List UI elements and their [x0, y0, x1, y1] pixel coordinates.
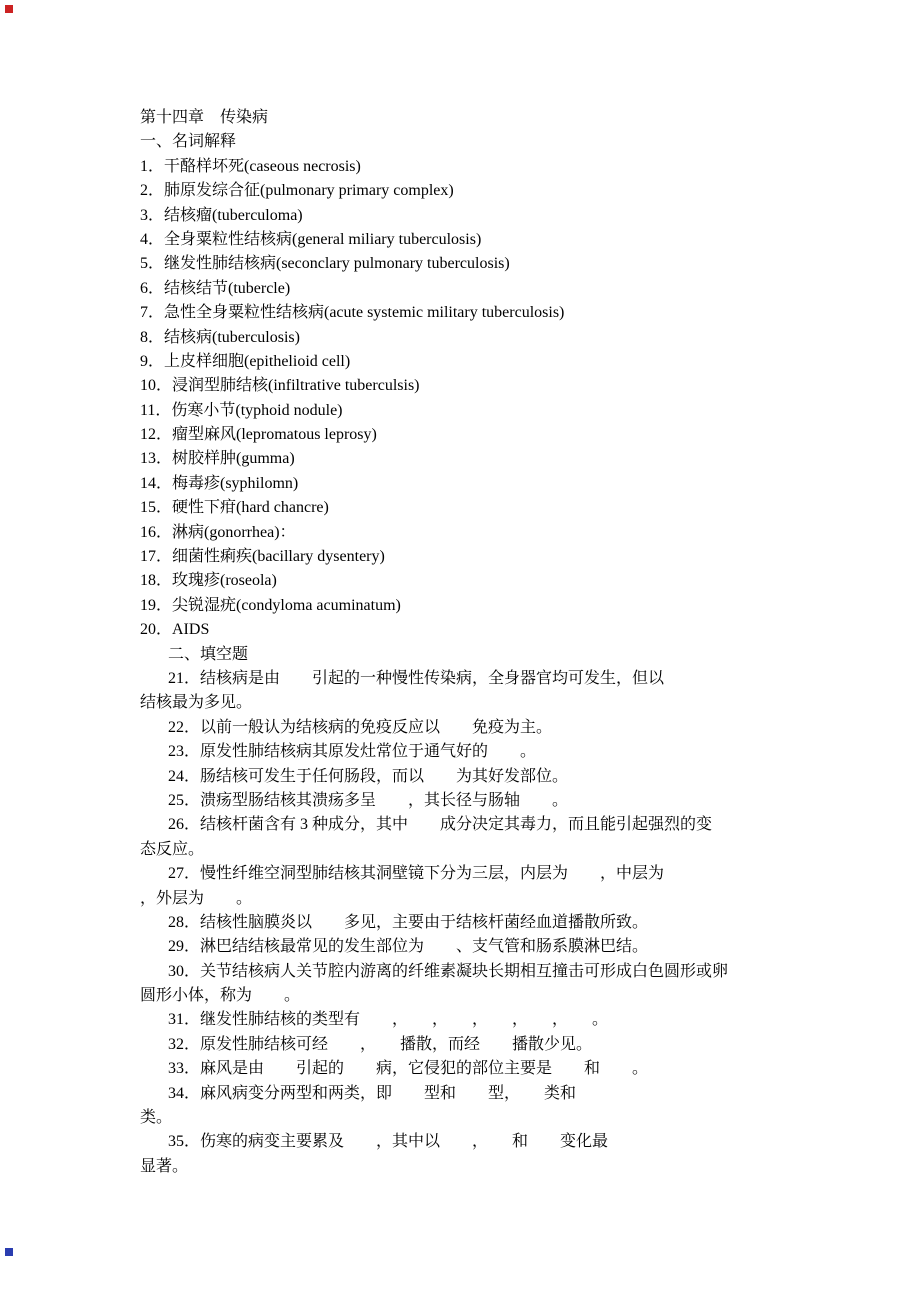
chapter-title: 第十四章 传染病 — [140, 109, 269, 126]
fill-blank-item: 25．溃疡型肠结核其溃疡多呈 ，其长径与肠轴 。 — [168, 791, 569, 809]
term-item: 4．全身粟粒性结核病(general miliary tuberculosis) — [140, 230, 482, 248]
fill-blank-item: 31．继发性肺结核的类型有 ， ， ， ， ， 。 — [168, 1011, 609, 1029]
term-item: 3．结核瘤(tuberculoma) — [140, 206, 303, 224]
top-left-marker — [5, 5, 13, 13]
term-item: 7．急性全身粟粒性结核病(acute systemic military tuberculosis) — [140, 304, 565, 322]
fill-blank-item: 35．伤寒的病变主要累及 ，其中以 ， 和 变化最 — [168, 1133, 609, 1151]
fill-blank-item: 26．结核杆菌含有 3 种成分，其中 成分决定其毒力，而且能引起强烈的变 — [168, 816, 713, 834]
bottom-left-marker — [5, 1248, 13, 1256]
fill-blank-continuation: 类。 — [140, 1109, 173, 1127]
term-item: 11．伤寒小节(typhoid nodule) — [140, 401, 343, 419]
term-item: 18．玫瑰疹(roseola) — [140, 572, 277, 590]
fill-blank-item: 23．原发性肺结核病其原发灶常位于通气好的 。 — [168, 743, 537, 761]
term-item: 20．AIDS — [140, 621, 210, 639]
term-item: 15．硬性下疳(hard chancre) — [140, 499, 329, 517]
fill-blank-item: 27．慢性纤维空洞型肺结核其洞壁镜下分为三层，内层为 ，中层为 — [168, 865, 665, 883]
document-content — [140, 106, 800, 1179]
blanks-list — [140, 667, 800, 1179]
term-item: 16．淋病(gonorrhea)： — [140, 523, 296, 541]
fill-blank-item: 22．以前一般认为结核病的免疫反应以 免疫为主。 — [168, 718, 553, 736]
term-item: 8．结核病(tuberculosis) — [140, 328, 300, 346]
term-item: 5．继发性肺结核病(seconclary pulmonary tuberculosis) — [140, 255, 510, 273]
section1-heading: 一、名词解释 — [140, 133, 237, 151]
fill-blank-continuation: 态反应。 — [140, 840, 205, 858]
fill-blank-item: 24．肠结核可发生于任何肠段，而以 为其好发部位。 — [168, 767, 569, 785]
fill-blank-item: 32．原发性肺结核可经 ， 播散，而经 播散少见。 — [168, 1035, 593, 1053]
fill-blank-item: 33．麻风是由 引起的 病，它侵犯的部位主要是 和 。 — [168, 1060, 649, 1078]
fill-blank-item: 29．淋巴结结核最常见的发生部位为 、支气管和肠系膜淋巴结。 — [168, 938, 649, 956]
term-item: 13．树胶样肿(gumma) — [140, 450, 295, 468]
fill-blank-continuation: 圆形小体，称为 。 — [140, 987, 301, 1005]
fill-blank-item: 34．麻风病变分两型和两类，即 型和 型， 类和 — [168, 1084, 577, 1102]
term-item: 17．细菌性痢疾(bacillary dysentery) — [140, 548, 385, 566]
term-item: 19．尖锐湿疣(condyloma acuminatum) — [140, 596, 401, 614]
fill-blank-item: 30．关节结核病人关节腔内游离的纤维素凝块长期相互撞击可形成白色圆形或卵 — [168, 962, 729, 980]
fill-blank-continuation: 显著。 — [140, 1157, 189, 1175]
term-item: 2．肺原发综合征(pulmonary primary complex) — [140, 182, 454, 200]
term-item: 14．梅毒疹(syphilomn) — [140, 474, 299, 492]
fill-blank-continuation: ，外层为 。 — [140, 889, 253, 907]
term-item: 1．干酪样坏死(caseous necrosis) — [140, 157, 361, 175]
fill-blank-continuation: 结核最为多见。 — [140, 694, 253, 712]
section2-heading: 二、填空题 — [168, 645, 249, 663]
terms-list — [140, 155, 800, 643]
term-item: 12．瘤型麻风(lepromatous leprosy) — [140, 426, 377, 444]
fill-blank-item: 21．结核病是由 引起的一种慢性传染病，全身器官均可发生，但以 — [168, 669, 665, 687]
term-item: 10．浸润型肺结核(infiltrative tuberculsis) — [140, 377, 420, 395]
fill-blank-item: 28．结核性脑膜炎以 多见，主要由于结核杆菌经血道播散所致。 — [168, 913, 649, 931]
term-item: 9．上皮样细胞(epithelioid cell) — [140, 352, 351, 370]
term-item: 6．结核结节(tubercle) — [140, 279, 291, 297]
